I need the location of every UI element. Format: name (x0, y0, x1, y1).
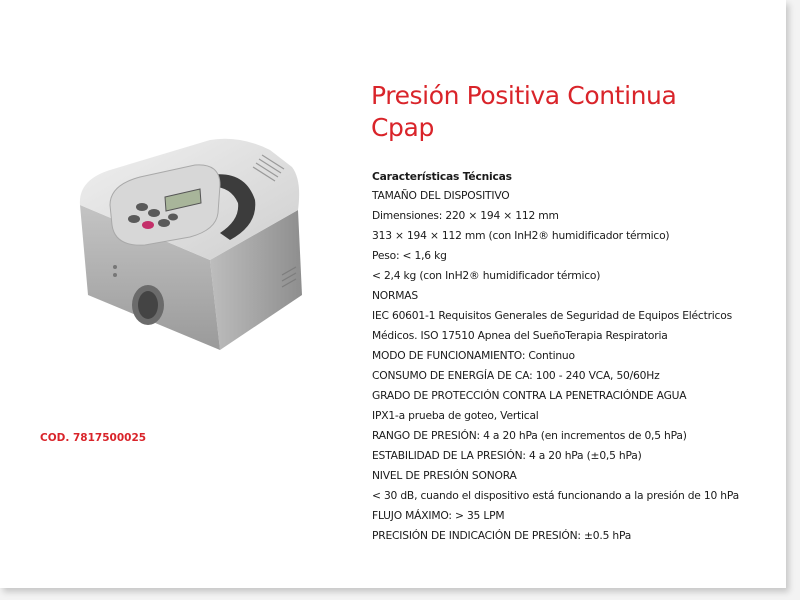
spec-row: NORMAS (372, 289, 418, 302)
spec-row: 313 × 194 × 112 mm (con InH2® humidificador térmico) (372, 229, 670, 242)
spec-row: TAMAÑO DEL DISPOSITIVO (372, 189, 510, 202)
spec-row: PRECISIÓN DE INDICACIÓN DE PRESIÓN: ±0.5 hPa (372, 529, 632, 542)
spec-row: ESTABILIDAD DE LA PRESIÓN: 4 a 20 hPa (±0,5 hPa) (372, 449, 642, 462)
spec-row: CONSUMO DE ENERGÍA DE CA: 100 - 240 VCA, 50/60Hz (372, 369, 660, 382)
spec-row: < 30 dB, cuando el dispositivo está funcionando a la presión de 10 hPa (372, 489, 739, 502)
spec-row: IEC 60601-1 Requisitos Generales de Seguridad de Equipos Eléctricos (372, 309, 732, 322)
spec-row: Médicos. ISO 17510 Apnea del SueñoTerapia Respiratoria (372, 329, 668, 342)
cpap-device-illustration (70, 125, 310, 365)
spec-row: Dimensiones: 220 × 194 × 112 mm (372, 209, 559, 222)
specs-heading: Características Técnicas (372, 170, 512, 183)
title-line-2: Cpap (371, 113, 434, 142)
spec-row: MODO DE FUNCIONAMIENTO: Continuo (372, 349, 575, 362)
spec-row: Peso: < 1,6 kg (372, 249, 447, 262)
product-code: COD. 7817500025 (40, 432, 147, 444)
technical-specs (372, 168, 739, 546)
spec-row: IPX1-a prueba de goteo, Vertical (372, 409, 539, 422)
spec-row: RANGO DE PRESIÓN: 4 a 20 hPa (en incrementos de 0,5 hPa) (372, 429, 687, 442)
cpap-device-image (70, 125, 310, 369)
page-title (371, 80, 676, 144)
spec-row: GRADO DE PROTECCIÓN CONTRA LA PENETRACIÓNDE AGUA (372, 389, 687, 402)
spec-row: < 2,4 kg (con InH2® humidificador térmico) (372, 269, 601, 282)
title-line-1: Presión Positiva Continua (371, 81, 677, 110)
spec-row: NIVEL DE PRESIÓN SONORA (372, 469, 517, 482)
spec-row: FLUJO MÁXIMO: > 35 LPM (372, 509, 505, 522)
